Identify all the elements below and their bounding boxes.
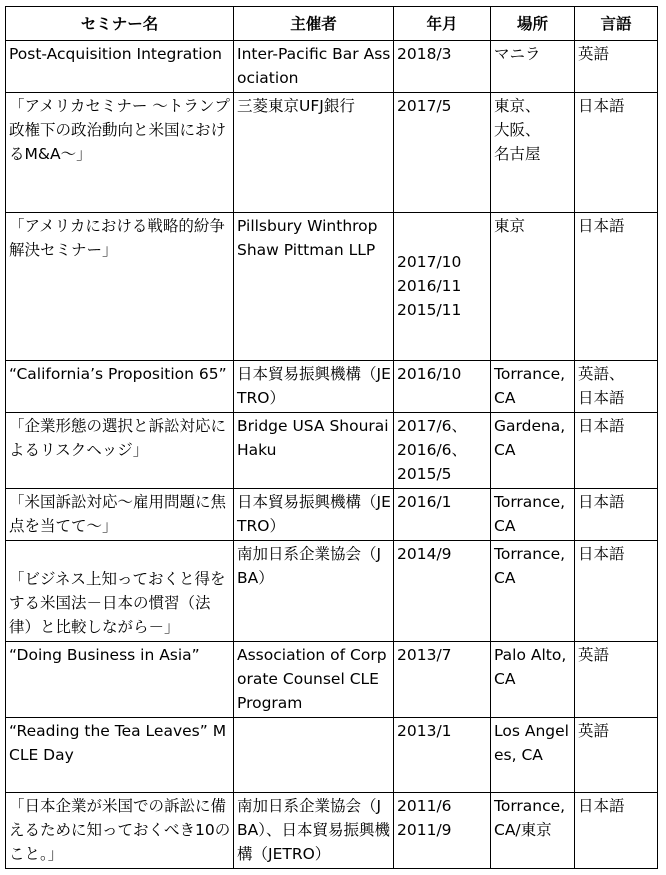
header-language: 言語 <box>575 7 658 41</box>
language-cell: 英語、 日本語 <box>575 361 658 413</box>
place-cell: Gardena, CA <box>491 413 575 489</box>
organizer-cell: 日本貿易振興機構（JETRO） <box>234 489 394 541</box>
table-header-row <box>6 7 658 41</box>
place-cell: 東京 <box>491 213 575 361</box>
seminar-name-cell: “Reading the Tea Leaves” MCLE Day <box>6 718 234 793</box>
date-cell: 2011/6 2011/9 <box>394 793 491 869</box>
table-row <box>6 41 658 93</box>
date-cell: 2013/7 <box>394 642 491 718</box>
language-cell: 日本語 <box>575 541 658 642</box>
language-cell: 英語 <box>575 642 658 718</box>
organizer-cell: Association of Corporate Counsel CLE Program <box>234 642 394 718</box>
language-cell: 日本語 <box>575 213 658 361</box>
seminar-name-cell: 「日本企業が米国での訴訟に備えるために知っておくべき10のこと。」 <box>6 793 234 869</box>
table-row <box>6 642 658 718</box>
date-cell: 2016/1 <box>394 489 491 541</box>
date-cell: 2017/10 2016/11 2015/11 <box>394 213 491 361</box>
date-cell: 2016/10 <box>394 361 491 413</box>
table-row <box>6 541 658 642</box>
place-cell: Torrance, CA <box>491 489 575 541</box>
place-cell: 東京、 大阪、 名古屋 <box>491 93 575 213</box>
date-cell: 2014/9 <box>394 541 491 642</box>
seminar-name-cell: 「米国訴訟対応～雇用問題に焦点を当てて～」 <box>6 489 234 541</box>
language-cell: 日本語 <box>575 413 658 489</box>
place-cell: Torrance, CA/東京 <box>491 793 575 869</box>
place-cell: Torrance, CA <box>491 541 575 642</box>
table-row <box>6 361 658 413</box>
table-row <box>6 213 658 361</box>
place-cell: Los Angeles, CA <box>491 718 575 793</box>
header-date: 年月 <box>394 7 491 41</box>
seminar-name-cell: 「企業形態の選択と訴訟対応によるリスクヘッジ」 <box>6 413 234 489</box>
date-cell: 2013/1 <box>394 718 491 793</box>
header-place: 場所 <box>491 7 575 41</box>
table-row <box>6 93 658 213</box>
organizer-cell: 三菱東京UFJ銀行 <box>234 93 394 213</box>
table-row <box>6 413 658 489</box>
organizer-cell: Inter-Pacific Bar Association <box>234 41 394 93</box>
organizer-cell <box>234 718 394 793</box>
date-cell: 2017/5 <box>394 93 491 213</box>
place-cell: Palo Alto, CA <box>491 642 575 718</box>
place-cell: マニラ <box>491 41 575 93</box>
organizer-cell: Bridge USA Shourai Haku <box>234 413 394 489</box>
language-cell: 日本語 <box>575 93 658 213</box>
date-cell: 2018/3 <box>394 41 491 93</box>
table-row <box>6 718 658 793</box>
header-organizer: 主催者 <box>234 7 394 41</box>
language-cell: 英語 <box>575 41 658 93</box>
organizer-cell: 南加日系企業協会（JBA）、日本貿易振興機構（JETRO） <box>234 793 394 869</box>
seminar-table-container <box>5 6 658 869</box>
seminar-name-cell: Post-Acquisition Integration <box>6 41 234 93</box>
seminar-name-cell: 「アメリカセミナー ～トランプ政権下の政治動向と米国におけるM&A～」 <box>6 93 234 213</box>
place-cell: Torrance, CA <box>491 361 575 413</box>
header-seminar-name: セミナー名 <box>6 7 234 41</box>
seminar-name-cell: “California’s Proposition 65” <box>6 361 234 413</box>
organizer-cell: 日本貿易振興機構（JETRO） <box>234 361 394 413</box>
seminar-name-cell: 「アメリカにおける戦略的紛争解決セミナー」 <box>6 213 234 361</box>
table-row <box>6 793 658 869</box>
seminar-name-cell: “Doing Business in Asia” <box>6 642 234 718</box>
language-cell: 日本語 <box>575 793 658 869</box>
language-cell: 日本語 <box>575 489 658 541</box>
date-cell: 2017/6、 2016/6、 2015/5 <box>394 413 491 489</box>
organizer-cell: 南加日系企業協会（JBA） <box>234 541 394 642</box>
table-row <box>6 489 658 541</box>
organizer-cell: Pillsbury Winthrop Shaw Pittman LLP <box>234 213 394 361</box>
language-cell: 英語 <box>575 718 658 793</box>
seminar-table <box>5 6 658 869</box>
seminar-name-cell: 「ビジネス上知っておくと得をする米国法－日本の慣習（法律）と比較しながら－」 <box>6 541 234 642</box>
